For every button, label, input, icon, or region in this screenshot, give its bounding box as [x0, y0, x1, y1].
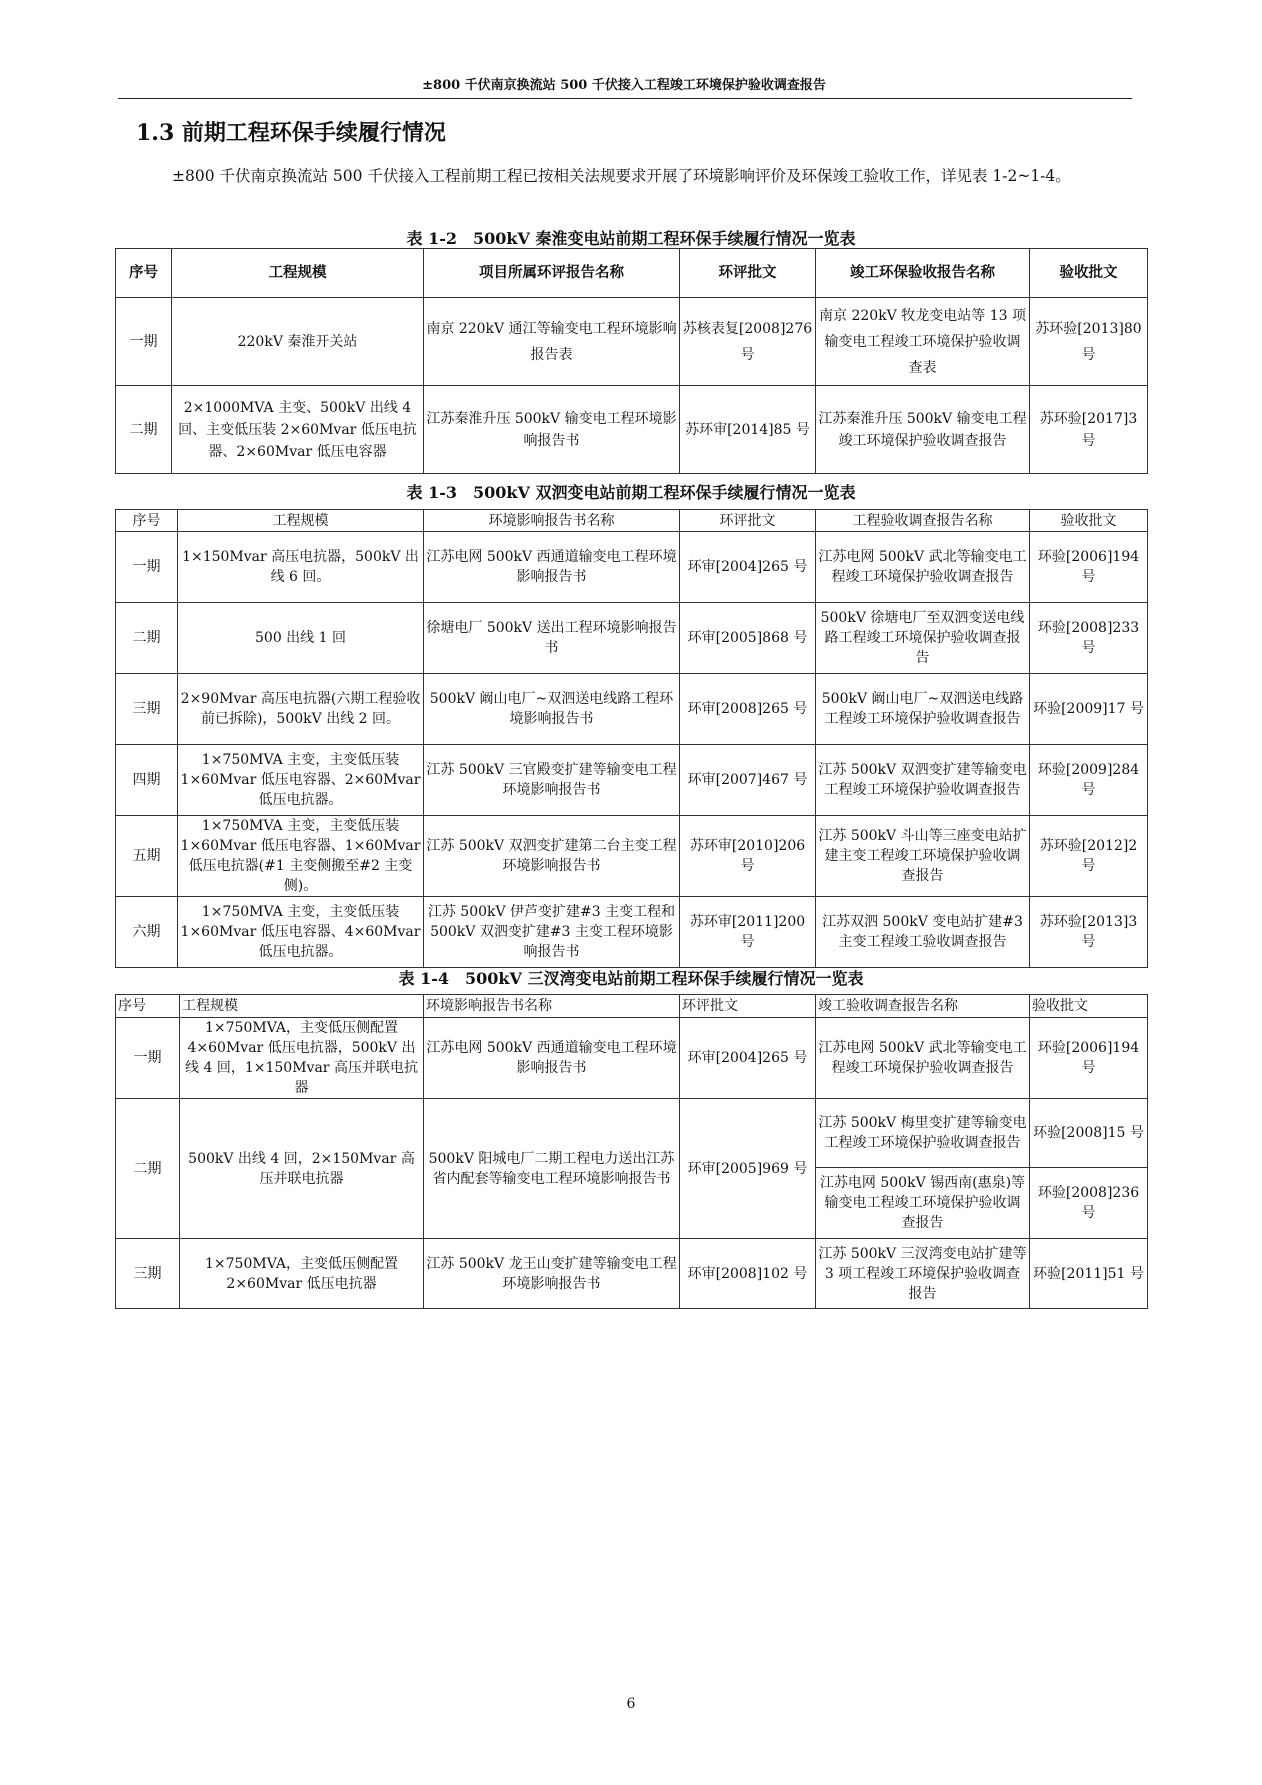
header-rule [118, 98, 1132, 99]
header-cell: 项目所属环评报告名称 [424, 249, 680, 298]
table-cell: 江苏秦淮升压 500kV 输变电工程环境影响报告书 [424, 386, 680, 474]
table-cell: 江苏电网 500kV 锡西南(惠泉)等输变电工程竣工环境保护验收调查报告 [816, 1168, 1030, 1239]
table-cell: 环验[2009]284 号 [1030, 745, 1148, 816]
table-row [116, 532, 1148, 603]
table-row [116, 1099, 1148, 1168]
table-cell: 徐塘电厂 500kV 送出工程环境影响报告书 [424, 603, 680, 674]
table-cell: 环审[2004]265 号 [680, 1018, 816, 1099]
header-cell: 序号 [116, 995, 180, 1018]
table-row [116, 1018, 1148, 1099]
table-header-row [116, 995, 1148, 1018]
table-cell: 江苏 500kV 伊芦变扩建#3 主变工程和 500kV 双泗变扩建#3 主变工程环境影响报告书 [424, 897, 680, 968]
table-cell: 环审[2004]265 号 [680, 532, 816, 603]
table-cell: 江苏电网 500kV 武北等输变电工程竣工环境保护验收调查报告 [816, 1018, 1030, 1099]
header-cell: 序号 [116, 510, 178, 532]
table-cell: 江苏电网 500kV 武北等输变电工程竣工环境保护验收调查报告 [816, 532, 1030, 603]
table-row [116, 1239, 1148, 1309]
header-cell: 工程规模 [180, 995, 424, 1018]
table-row [116, 603, 1148, 674]
table-cell: 500 出线 1 回 [178, 603, 424, 674]
table-cell: 三期 [116, 1239, 180, 1309]
table-cell: 江苏 500kV 三汊湾变电站扩建等 3 项工程竣工环境保护验收调查报告 [816, 1239, 1030, 1309]
table-cell: 500kV 阚山电厂~双泗送电线路工程环境影响报告书 [424, 674, 680, 745]
table-1-2-caption: 表 1-2 500kV 秦淮变电站前期工程环保手续履行情况一览表 [406, 229, 856, 248]
table-cell: 苏环验[2013]3 号 [1030, 897, 1148, 968]
table-cell: 苏核表复[2008]276 号 [680, 298, 816, 386]
header-cell: 竣工验收调查报告名称 [816, 995, 1030, 1018]
table-cell: 环验[2006]194 号 [1030, 532, 1148, 603]
table-cell: 1×750MVA，主变低压侧配置 2×60Mvar 低压电抗器 [180, 1239, 424, 1309]
table-cell: 一期 [116, 1018, 180, 1099]
page-number: 6 [626, 1696, 636, 1712]
table-cell: 四期 [116, 745, 178, 816]
table-row [116, 745, 1148, 816]
table-cell: 江苏 500kV 双泗变扩建第二台主变工程环境影响报告书 [424, 816, 680, 897]
table-cell: 环验[2008]233 号 [1030, 603, 1148, 674]
table-cell: 六期 [116, 897, 178, 968]
table-header-row [116, 249, 1148, 298]
table-cell: 江苏 500kV 梅里变扩建等输变电工程竣工环境保护验收调查报告 [816, 1099, 1030, 1168]
table-cell: 江苏 500kV 双泗变扩建等输变电工程竣工环境保护验收调查报告 [816, 745, 1030, 816]
table-cell: 苏环验[2013]80 号 [1030, 298, 1148, 386]
table-cell: 二期 [116, 386, 172, 474]
table-cell: 1×750MVA，主变低压侧配置 4×60Mvar 低压电抗器，500kV 出线 4 回，1×150Mvar 高压并联电抗器 [180, 1018, 424, 1099]
header-cell: 环境影响报告书名称 [424, 510, 680, 532]
section-intro: ±800 千伏南京换流站 500 千伏接入工程前期工程已按相关法规要求开展了环境影响评价及环保竣工验收工作，详见表 1-2~1-4。 [172, 167, 1071, 185]
table-cell: 苏环验[2017]3 号 [1030, 386, 1148, 474]
table-cell: 环审[2005]969 号 [680, 1099, 816, 1239]
header-cell: 环评批文 [680, 995, 816, 1018]
table-cell: 1×750MVA 主变，主变低压装 1×60Mvar 低压电容器、2×60Mvar 低压电抗器。 [178, 745, 424, 816]
header-cell: 验收批文 [1030, 995, 1148, 1018]
table-row [116, 298, 1148, 386]
header-cell: 工程规模 [178, 510, 424, 532]
table-cell: 二期 [116, 1099, 180, 1239]
table-cell: 环验[2006]194 号 [1030, 1018, 1148, 1099]
header-cell: 工程规模 [172, 249, 424, 298]
table-1-3 [115, 509, 1148, 968]
header-cell: 序号 [116, 249, 172, 298]
table-header-row [116, 510, 1148, 532]
table-cell: 环验[2011]51 号 [1030, 1239, 1148, 1309]
table-cell: 二期 [116, 603, 178, 674]
table-cell: 江苏 500kV 斗山等三座变电站扩建主变工程竣工环境保护验收调查报告 [816, 816, 1030, 897]
table-row [116, 816, 1148, 897]
header-cell: 竣工环保验收报告名称 [816, 249, 1030, 298]
table-cell: 南京 220kV 牧龙变电站等 13 项输变电工程竣工环境保护验收调查表 [816, 298, 1030, 386]
table-cell: 五期 [116, 816, 178, 897]
table-cell: 环验[2009]17 号 [1030, 674, 1148, 745]
table-cell: 苏环审[2014]85 号 [680, 386, 816, 474]
table-cell: 江苏秦淮升压 500kV 输变电工程竣工环境保护验收调查报告 [816, 386, 1030, 474]
header-cell: 环评批文 [680, 249, 816, 298]
header-cell: 验收批文 [1030, 510, 1148, 532]
header-cell: 工程验收调查报告名称 [816, 510, 1030, 532]
table-cell: 2×90Mvar 高压电抗器(六期工程验收前已拆除)，500kV 出线 2 回。 [178, 674, 424, 745]
table-cell: 环验[2008]15 号 [1030, 1099, 1148, 1168]
table-cell: 三期 [116, 674, 178, 745]
table-cell: 500kV 阳城电厂二期工程电力送出江苏省内配套等输变电工程环境影响报告书 [424, 1099, 680, 1239]
table-cell: 500kV 徐塘电厂至双泗变送电线路工程竣工环境保护验收调查报告 [816, 603, 1030, 674]
table-cell: 环审[2007]467 号 [680, 745, 816, 816]
header-cell: 验收批文 [1030, 249, 1148, 298]
table-cell: 环审[2008]102 号 [680, 1239, 816, 1309]
table-cell: 江苏 500kV 三官殿变扩建等输变电工程环境影响报告书 [424, 745, 680, 816]
table-cell: 江苏双泗 500kV 变电站扩建#3 主变工程竣工验收调查报告 [816, 897, 1030, 968]
table-cell: 2×1000MVA 主变、500kV 出线 4 回、主变低压装 2×60Mvar 低压电抗器、2×60Mvar 低压电容器 [172, 386, 424, 474]
table-row [116, 674, 1148, 745]
table-row [116, 897, 1148, 968]
table-1-4 [115, 994, 1148, 1309]
table-cell: 环验[2008]236 号 [1030, 1168, 1148, 1239]
running-header: ±800 千伏南京换流站 500 千伏接入工程竣工环境保护验收调查报告 [422, 78, 826, 93]
table-1-2 [115, 248, 1148, 474]
table-cell: 环审[2005]868 号 [680, 603, 816, 674]
table-cell: 环审[2008]265 号 [680, 674, 816, 745]
table-cell: 一期 [116, 298, 172, 386]
header-cell: 环境影响报告书名称 [424, 995, 680, 1018]
table-cell: 苏环审[2011]200 号 [680, 897, 816, 968]
table-1-3-caption: 表 1-3 500kV 双泗变电站前期工程环保手续履行情况一览表 [406, 483, 856, 502]
table-cell: 江苏 500kV 龙王山变扩建等输变电工程环境影响报告书 [424, 1239, 680, 1309]
table-cell: 南京 220kV 通江等输变电工程环境影响报告表 [424, 298, 680, 386]
section-title: 1.3 前期工程环保手续履行情况 [136, 120, 446, 146]
table-cell: 江苏电网 500kV 西通道输变电工程环境影响报告书 [424, 532, 680, 603]
table-cell: 1×150Mvar 高压电抗器，500kV 出线 6 回。 [178, 532, 424, 603]
table-1-4-caption: 表 1-4 500kV 三汊湾变电站前期工程环保手续履行情况一览表 [398, 969, 864, 988]
table-cell: 苏环验[2012]2 号 [1030, 816, 1148, 897]
table-cell: 1×750MVA 主变，主变低压装 1×60Mvar 低压电容器、4×60Mvar 低压电抗器。 [178, 897, 424, 968]
table-cell: 500kV 出线 4 回，2×150Mvar 高压并联电抗器 [180, 1099, 424, 1239]
table-row [116, 386, 1148, 474]
table-cell: 220kV 秦淮开关站 [172, 298, 424, 386]
header-cell: 环评批文 [680, 510, 816, 532]
table-cell: 江苏电网 500kV 西通道输变电工程环境影响报告书 [424, 1018, 680, 1099]
table-cell: 一期 [116, 532, 178, 603]
table-cell: 1×750MVA 主变，主变低压装 1×60Mvar 低压电容器、1×60Mvar 低压电抗器(#1 主变侧搬至#2 主变侧)。 [178, 816, 424, 897]
table-cell: 苏环审[2010]206 号 [680, 816, 816, 897]
table-cell: 500kV 阚山电厂~双泗送电线路工程竣工环境保护验收调查报告 [816, 674, 1030, 745]
